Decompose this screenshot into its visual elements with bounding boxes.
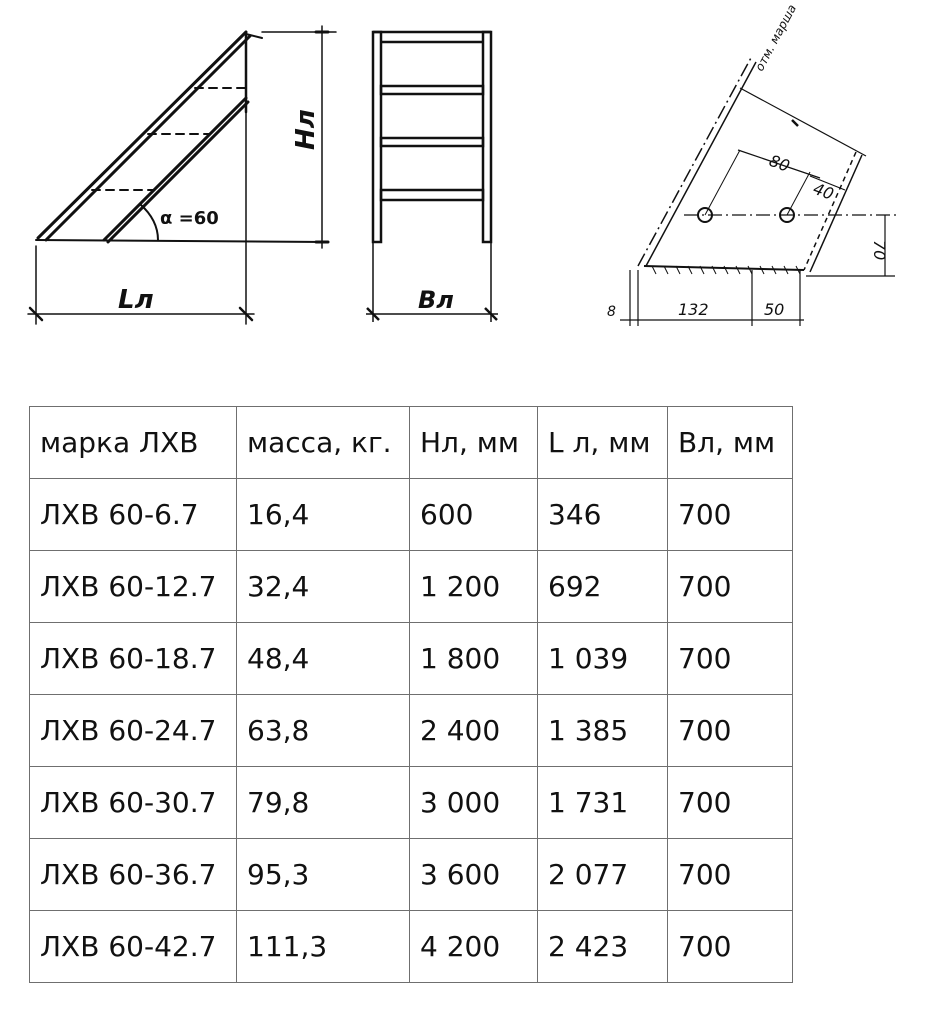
table-row (30, 551, 793, 623)
cell-length: 2 077 (538, 839, 668, 911)
dim-50: 50 (764, 300, 785, 319)
dim-80: 80 (766, 150, 793, 176)
fastening-detail (620, 56, 900, 326)
ladder-side-view (28, 26, 336, 324)
cell-length: 346 (538, 479, 668, 551)
cell-width: 700 (668, 767, 793, 839)
cell-length: 1 385 (538, 695, 668, 767)
cell-mass: 111,3 (237, 911, 410, 983)
dim-70: 70 (870, 240, 889, 261)
header-length: L л, мм (538, 407, 668, 479)
cell-width: 700 (668, 551, 793, 623)
cell-height: 1 200 (410, 551, 538, 623)
cell-mark: ЛХВ 60-42.7 (30, 911, 237, 983)
cell-mark: ЛХВ 60-30.7 (30, 767, 237, 839)
cell-mark: ЛХВ 60-12.7 (30, 551, 237, 623)
cell-mark: ЛХВ 60-36.7 (30, 839, 237, 911)
table-row (30, 839, 793, 911)
cell-width: 700 (668, 479, 793, 551)
header-mass: масса, кг. (237, 407, 410, 479)
cell-length: 2 423 (538, 911, 668, 983)
cell-mass: 16,4 (237, 479, 410, 551)
cell-mass: 79,8 (237, 767, 410, 839)
cell-length: 1 731 (538, 767, 668, 839)
table-header-row (30, 407, 793, 479)
cell-mass: 95,3 (237, 839, 410, 911)
angle-label: α =60 (160, 208, 219, 229)
cell-height: 3 000 (410, 767, 538, 839)
cell-mark: ЛХВ 60-18.7 (30, 623, 237, 695)
ladder-drawings (0, 0, 936, 360)
cell-width: 700 (668, 695, 793, 767)
detail-note: отм. марша (752, 2, 800, 74)
ladder-spec-table (29, 406, 793, 983)
cell-width: 700 (668, 623, 793, 695)
cell-mass: 32,4 (237, 551, 410, 623)
table-row (30, 479, 793, 551)
cell-height: 1 800 (410, 623, 538, 695)
table-row (30, 695, 793, 767)
width-label: Bл (418, 286, 454, 314)
header-width: Вл, мм (668, 407, 793, 479)
table-row (30, 911, 793, 983)
cell-height: 2 400 (410, 695, 538, 767)
cell-length: 692 (538, 551, 668, 623)
cell-height: 4 200 (410, 911, 538, 983)
cell-width: 700 (668, 911, 793, 983)
cell-mark: ЛХВ 60-24.7 (30, 695, 237, 767)
height-label: Hл (291, 109, 321, 150)
cell-height: 3 600 (410, 839, 538, 911)
length-label: Lл (118, 285, 154, 315)
header-height: Нл, мм (410, 407, 538, 479)
dim-132: 132 (678, 300, 709, 319)
cell-mark: ЛХВ 60-6.7 (30, 479, 237, 551)
table-row (30, 767, 793, 839)
cell-height: 600 (410, 479, 538, 551)
dim-8: 8 (607, 304, 616, 320)
cell-mass: 63,8 (237, 695, 410, 767)
header-mark: марка ЛХВ (30, 407, 237, 479)
cell-width: 700 (668, 839, 793, 911)
table-row (30, 623, 793, 695)
cell-length: 1 039 (538, 623, 668, 695)
ladder-front-view (366, 32, 498, 322)
dim-40: 40 (810, 178, 837, 204)
cell-mass: 48,4 (237, 623, 410, 695)
